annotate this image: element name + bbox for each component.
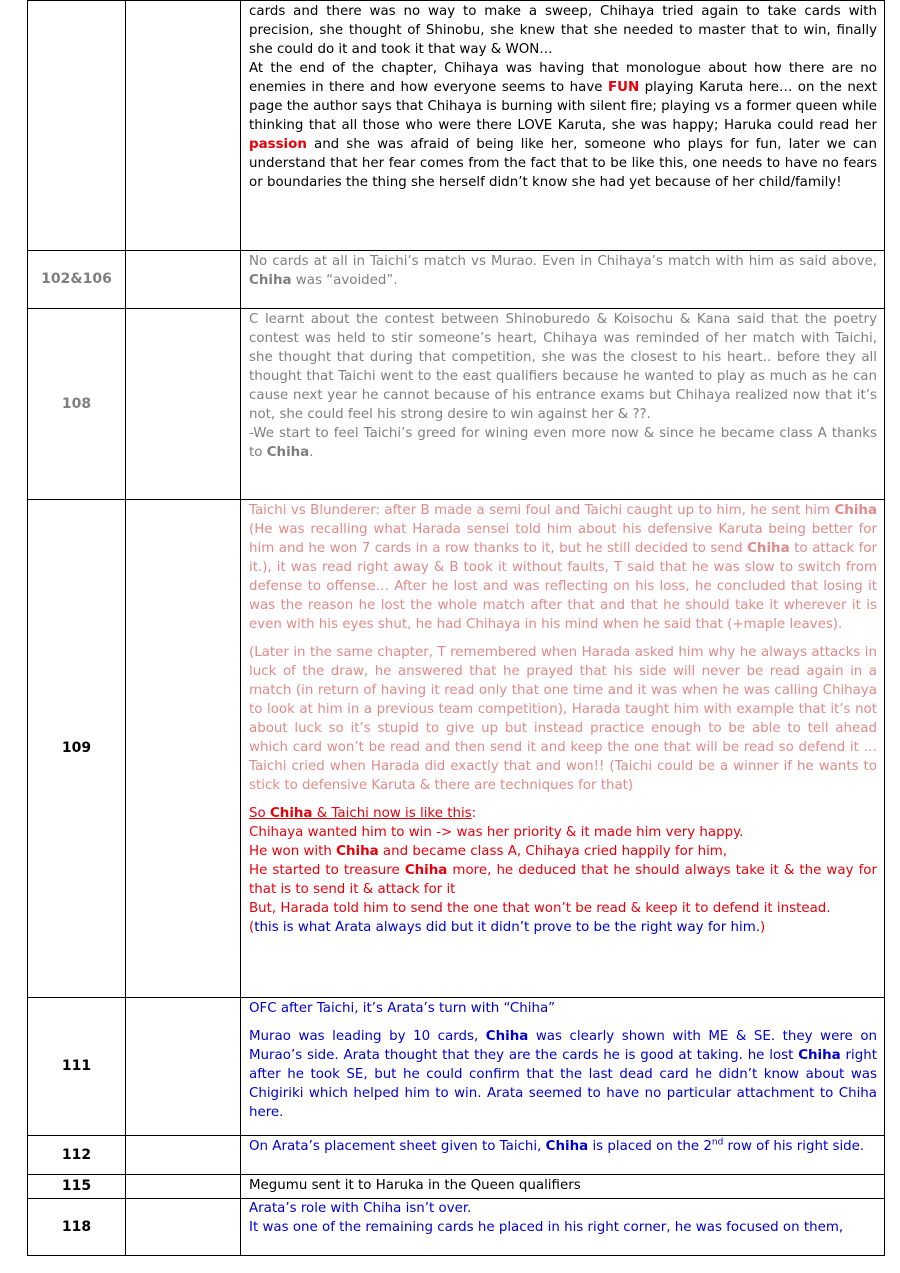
- paragraph: [249, 1218, 877, 1237]
- text-segment: On Arata’s placement sheet given to Taichi,: [249, 1139, 546, 1154]
- text-segment: to attack for it.), it was read right away & B took it without faults, T said that he was slow to switch from defense to offense… After he lost and was reflecting on his loss, he concluded that losing it was the reason he lost the whole match after that and that he should take it wherever it is even with his eyes shut, he had Chihaya in his mind when he said that (+maple leaves).: [249, 541, 877, 632]
- text-segment: OFC after Taichi, it’s Arata’s turn with “Chiha”: [249, 1001, 556, 1016]
- paragraph: [249, 1137, 877, 1156]
- chapter-cell: 115: [28, 1175, 126, 1199]
- card-name: Chiha: [485, 1029, 529, 1044]
- chapter-cell: 102&106: [28, 251, 126, 309]
- text-segment: Megumu sent it to Haruka in the Queen qualifiers: [249, 1178, 581, 1193]
- card-name: Chiha: [798, 1048, 841, 1063]
- notes-cell: [241, 309, 885, 500]
- text-segment: row of his right side.: [723, 1139, 865, 1154]
- text-segment: ): [760, 920, 766, 935]
- text-segment: It was one of the remaining cards he placed in his right corner, he was focused on them,: [249, 1220, 844, 1235]
- chapter-cell: 118: [28, 1199, 126, 1256]
- table-row: [28, 1175, 885, 1199]
- paragraph: [249, 252, 877, 290]
- chapter-cell: 109: [28, 500, 126, 998]
- paragraph: [249, 501, 877, 634]
- text-segment: was clearly shown with ME & SE. they were on Murao’s side. Arata thought that they are the cards he is good at taking. he lost: [249, 1029, 877, 1063]
- text-segment: is placed on the 2: [588, 1139, 712, 1154]
- ordinal-suffix: nd: [711, 1137, 724, 1148]
- text-segment: (: [249, 920, 255, 935]
- paragraph: [249, 861, 877, 899]
- empty-cell: [126, 1175, 241, 1199]
- chapter-notes-table: [27, 0, 885, 1256]
- paragraph: [249, 310, 877, 424]
- table-row: [28, 309, 885, 500]
- chapter-cell: [28, 1, 126, 251]
- text-segment: But, Harada told him to send the one that won’t be read & keep it to defend it instead.: [249, 901, 831, 916]
- notes-cell: [241, 1, 885, 251]
- table-row: [28, 1, 885, 251]
- table-row: [28, 1136, 885, 1175]
- text-segment: and became class A, Chihaya cried happily for him,: [378, 844, 728, 859]
- text-segment: and she was afraid of being like her, someone who plays for fun, later we can understand that her fear comes from the fact that to be like this, one needs to have no fears or boundaries the thing she herself didn’t know she had yet because of her child/family!: [249, 137, 877, 190]
- paragraph: [249, 1027, 877, 1122]
- text-segment: At the end of the chapter, Chihaya was having that monologue about how there are no enemies in there and how everyone seems to have: [249, 61, 877, 95]
- empty-cell: [126, 500, 241, 998]
- table-row: [28, 1199, 885, 1256]
- text-segment: He won with: [249, 844, 337, 859]
- paragraph: [249, 59, 877, 192]
- card-name: Chiha: [834, 503, 877, 518]
- paragraph: [249, 1176, 877, 1195]
- card-name: Chiha: [747, 541, 790, 556]
- paragraph: [249, 918, 877, 937]
- text-segment: & Taichi now is like this: [312, 806, 472, 821]
- text-segment: (He was recalling what Harada sensei told him about his defensive Karuta being better for him and he won 7 cards in a row thanks to it, but he still decided to send: [249, 522, 877, 556]
- notes-cell: [241, 1175, 885, 1199]
- text-segment: playing Karuta here… on the next page the author says that Chihaya is burning with silent fire; playing vs a former queen while thinking that all those who were there LOVE Karuta, she was happy; Haruka could read her: [249, 80, 877, 133]
- table-row: [28, 500, 885, 998]
- empty-cell: [126, 1136, 241, 1175]
- text-segment: He started to treasure: [249, 863, 405, 878]
- notes-cell: [241, 998, 885, 1136]
- text-segment: No cards at all in Taichi’s match vs Murao. Even in Chihaya’s match with him as said above,: [249, 254, 877, 269]
- paragraph: [249, 823, 877, 842]
- highlight-fun: FUN: [607, 80, 640, 95]
- text-segment: :: [471, 806, 477, 821]
- underlined-heading: [249, 806, 472, 821]
- card-name: Chiha: [249, 273, 292, 288]
- text-segment: this is what Arata always did but it didn’t prove to be the right way for him.: [254, 920, 761, 935]
- paragraph: [249, 424, 877, 462]
- text-segment: more, he deduced that he should always take it & the way for that is to send it & attack for it: [249, 863, 877, 897]
- chapter-cell: 108: [28, 309, 126, 500]
- table-row: [28, 251, 885, 309]
- empty-cell: [126, 251, 241, 309]
- text-segment: cards and there was no way to make a sweep, Chihaya tried again to take cards with precision, she thought of Shinobu, she knew that she needed to master that to win, finally she could do it and took it that way & WON…: [249, 4, 877, 57]
- text-segment: So: [249, 806, 270, 821]
- text-segment: C learnt about the contest between Shinoburedo & Koisochu & Kana said that the poetry contest was held to stir someone’s heart, Chihaya was reminded of her match with Taichi, she thought that during that competition, she was the closest to his heart.. before they all thought that Taichi went to the east qualifiers because he wanted to play as much as he can cause next year he cannot because of his entrance exams but Chihaya realized now that it’s not, she could feel his strong desire to win against her & ??.: [249, 312, 877, 422]
- empty-cell: [126, 998, 241, 1136]
- card-name: Chiha: [266, 445, 310, 460]
- text-segment: Arata’s role with Chiha isn’t over.: [249, 1201, 472, 1216]
- chapter-cell: 111: [28, 998, 126, 1136]
- text-segment: (Later in the same chapter, T remembered when Harada asked him why he always attacks in luck of the draw, he answered that he prayed that his side will never be read again in a match (in return of having it read only that one time and it was when he was calling Chihaya to look at him in a previous team competition), Harada taught him with example that it’s not about luck so it’s stupid to give up but instead practice enough to be able to tell ahead which card won’t be read and then send it and keep the one that will be read so defend it … Taichi cried when Harada did exactly that and won!! (Taichi could be a winner if he wants to stick to defensive Karuta & there are techniques for that): [249, 645, 877, 793]
- empty-cell: [126, 309, 241, 500]
- paragraph: [249, 1199, 877, 1218]
- text-segment: Chihaya wanted him to win -> was her priority & it made him very happy.: [249, 825, 744, 840]
- empty-cell: [126, 1199, 241, 1256]
- paragraph: [249, 643, 877, 795]
- notes-cell: [241, 1199, 885, 1256]
- notes-cell: [241, 500, 885, 998]
- text-segment: -We start to feel Taichi’s greed for wining even more now & since he became class A thanks to: [249, 426, 877, 460]
- card-name: Chiha: [404, 863, 448, 878]
- empty-cell: [126, 1, 241, 251]
- paragraph: [249, 899, 877, 918]
- text-segment: Murao was leading by 10 cards,: [249, 1029, 486, 1044]
- paragraph: [249, 999, 877, 1018]
- notes-page: [27, 0, 885, 1256]
- card-name: Chiha: [336, 844, 379, 859]
- highlight-passion: passion: [249, 137, 307, 152]
- text-segment: was “avoided”.: [291, 273, 398, 288]
- paragraph: [249, 2, 877, 59]
- card-name: Chiha: [545, 1139, 589, 1154]
- card-name: Chiha: [269, 806, 313, 821]
- notes-cell: [241, 1136, 885, 1175]
- text-segment: .: [309, 445, 314, 460]
- text-segment: right after he took SE, but he could confirm that the last dead card he didn’t know about was Chigiriki which helped him to win. Arata seemed to have no particular attachment to Chiha here.: [249, 1048, 877, 1120]
- chapter-cell: 112: [28, 1136, 126, 1175]
- notes-cell: [241, 251, 885, 309]
- text-segment: Taichi vs Blunderer: after B made a semi foul and Taichi caught up to him, he sent him: [249, 503, 835, 518]
- summary-heading: [249, 804, 877, 823]
- paragraph: [249, 842, 877, 861]
- table-row: [28, 998, 885, 1136]
